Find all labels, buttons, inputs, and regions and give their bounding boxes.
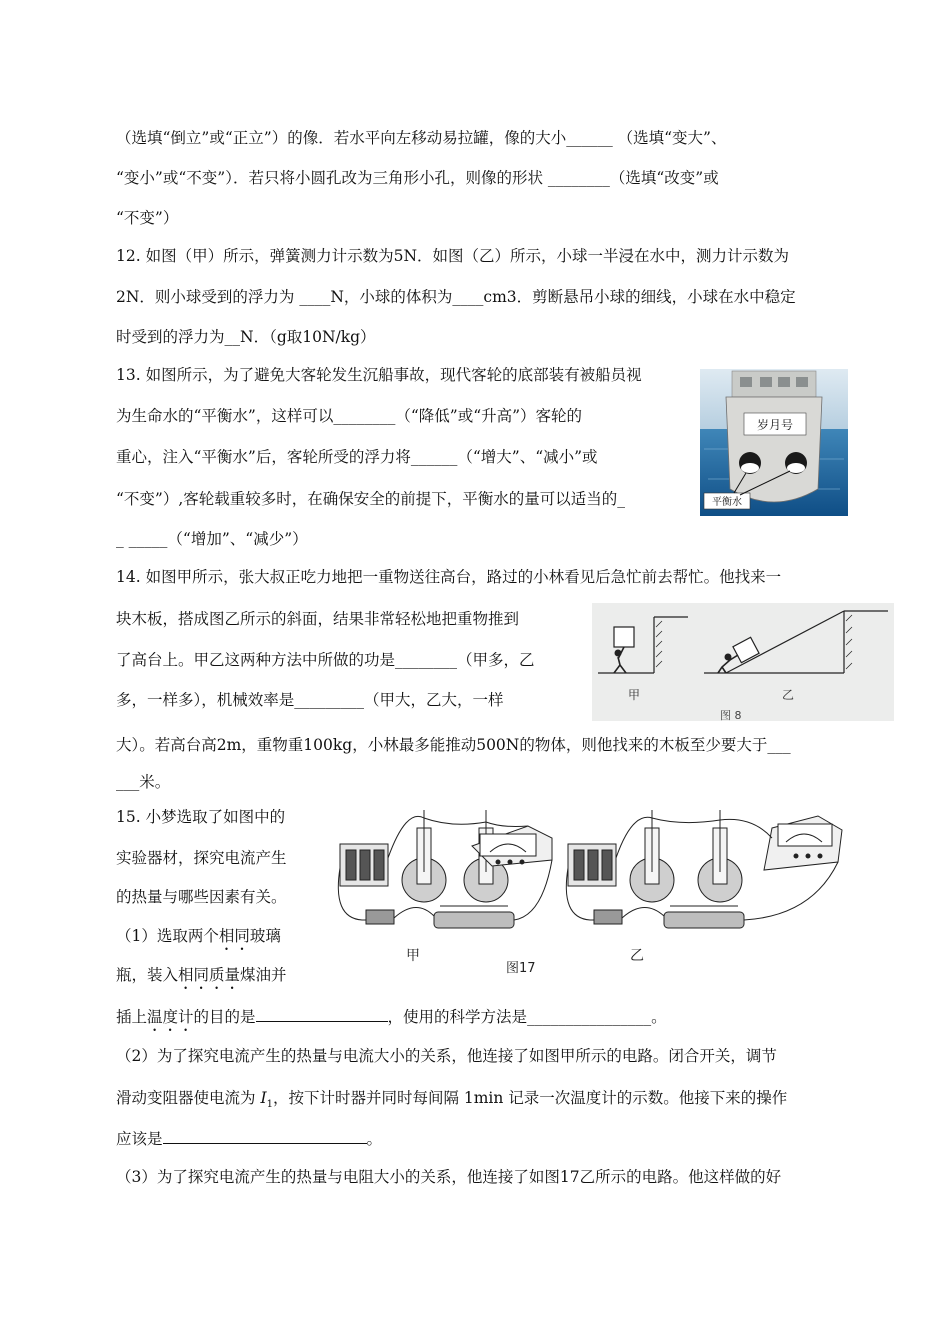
q13-line-1: 13. 如图所示，为了避免大客轮发生沉船事故，现代客轮的底部装有被船员视 — [116, 366, 642, 384]
q15-l5-emph: 相同质量 — [178, 966, 241, 984]
q14-line-1: 14. 如图甲所示，张大叔正吃力地把一重物送往高台，路过的小林看见后急忙前去帮忙。他找来一 — [116, 568, 782, 586]
q12-line-1: 12. 如图（甲）所示，弹簧测力计示数为5N．如图（乙）所示，小球一半浸在水中，测力计示数为 — [116, 247, 790, 265]
q14-line-4: 多，一样多），机械效率是_________（甲大，乙大，一样 — [116, 691, 504, 709]
q11-line-3: “不变”） — [116, 209, 179, 227]
q15-l8a: 滑动变阻器使电流为 — [116, 1089, 261, 1107]
svg-text:岁月号: 岁月号 — [756, 418, 794, 432]
circuit-label-b: 乙 — [630, 948, 644, 964]
q15-l4-emph: 相同 — [218, 927, 250, 945]
q14-line-2: 块木板，搭成图乙所示的斜面，结果非常轻松地把重物推到 — [116, 610, 520, 628]
q15-l5c: 煤油并 — [240, 966, 287, 984]
q14-line-5: 大）。若高台高2m，重物重100kg，小林最多能推动500N的物体，则他找来的木板至少要大于___ — [116, 736, 791, 754]
q15-line-6 — [116, 1005, 667, 1035]
svg-text:平衡水: 平衡水 — [712, 497, 742, 508]
q14-line-3: 了高台上。甲乙这两种方法中所做的功是________（甲多，乙 — [116, 651, 535, 669]
circuit-figure — [332, 808, 844, 976]
q15-line-1: 15. 小梦选取了如图中的 — [116, 808, 286, 826]
q15-l6d: ，使用的科学方法是 — [387, 1008, 528, 1026]
q15-l6-emph: 温度计 — [147, 1008, 194, 1026]
q11-line-2: “变小”或“不变”）．若只将小圆孔改为三角形小孔，则像的形状 ________（选填“改变”或 — [116, 169, 719, 187]
q15-line-9 — [116, 1127, 382, 1150]
ship-figure — [700, 369, 848, 516]
q15-line-10: （3）为了探究电流产生的热量与电阻大小的关系，他连接了如图17乙所示的电路。他这样做的好 — [116, 1168, 782, 1186]
q13-line-3: 重心，注入“平衡水”后，客轮所受的浮力将______（“增大”、“减小”或 — [116, 448, 598, 466]
q15-l5a: 瓶，装入 — [116, 966, 179, 984]
ramp-label-a: 甲 — [628, 688, 641, 702]
ramp-caption: 图 8 — [720, 709, 742, 721]
q15-line-3: 的热量与哪些因素有关。 — [116, 888, 287, 906]
answer-blank-purpose[interactable] — [256, 1005, 388, 1022]
q15-line-5 — [116, 964, 287, 993]
q15-line-2: 实验器材，探究电流产生 — [116, 849, 287, 867]
q14-line-6: ___米。 — [116, 773, 171, 791]
q15-l8d: ，按下计时器并同时每间隔 1min 记录一次温度计的示数。他接下来的操作 — [272, 1089, 788, 1107]
answer-blank-next-step[interactable] — [163, 1127, 367, 1144]
q13-line-5: _ _____（“增加”、“减少”） — [116, 530, 308, 548]
q15-l6a: 插上 — [116, 1008, 148, 1026]
q12-line-3: 时受到的浮力为__N．（g取10N/kg） — [116, 328, 376, 346]
q15-line-7: （2）为了探究电流产生的热量与电流大小的关系，他连接了如图甲所示的电路。闭合开关，调节 — [116, 1047, 777, 1065]
ramp-label-b: 乙 — [782, 688, 795, 702]
q15-l4a: （1）选取两个 — [116, 927, 219, 945]
q13-line-4: “不变”）,客轮载重较多时，在确保安全的前提下，平衡水的量可以适当的_ — [116, 490, 626, 508]
circuit-label-a: 甲 — [406, 948, 420, 964]
q12-line-2: 2N．则小球受到的浮力为 ____N，小球的体积为____cm3．剪断悬吊小球的细线，小球在水中稳定 — [116, 288, 796, 306]
current-symbol: I — [260, 1089, 267, 1107]
q15-l9b: 。 — [366, 1130, 383, 1148]
q15-l4c: 玻璃 — [249, 927, 281, 945]
q15-line-8 — [116, 1087, 787, 1116]
ramp-figure — [592, 603, 894, 721]
q15-l6c: 的目的是 — [193, 1008, 256, 1026]
q11-line-1: （选填“倒立”或“正立”）的像．若水平向左移动易拉罐，像的大小______ （选填“变大”、 — [116, 129, 727, 147]
q13-line-2: 为生命水的“平衡水”，这样可以________（“降低”或“升高”）客轮的 — [116, 407, 583, 425]
q15-line-4 — [116, 925, 281, 954]
circuit-caption: 图17 — [506, 961, 536, 976]
current-subscript: 1 — [266, 1099, 273, 1111]
q15-l9a: 应该是 — [116, 1130, 163, 1148]
q15-l6e: ________________。 — [527, 1008, 667, 1026]
